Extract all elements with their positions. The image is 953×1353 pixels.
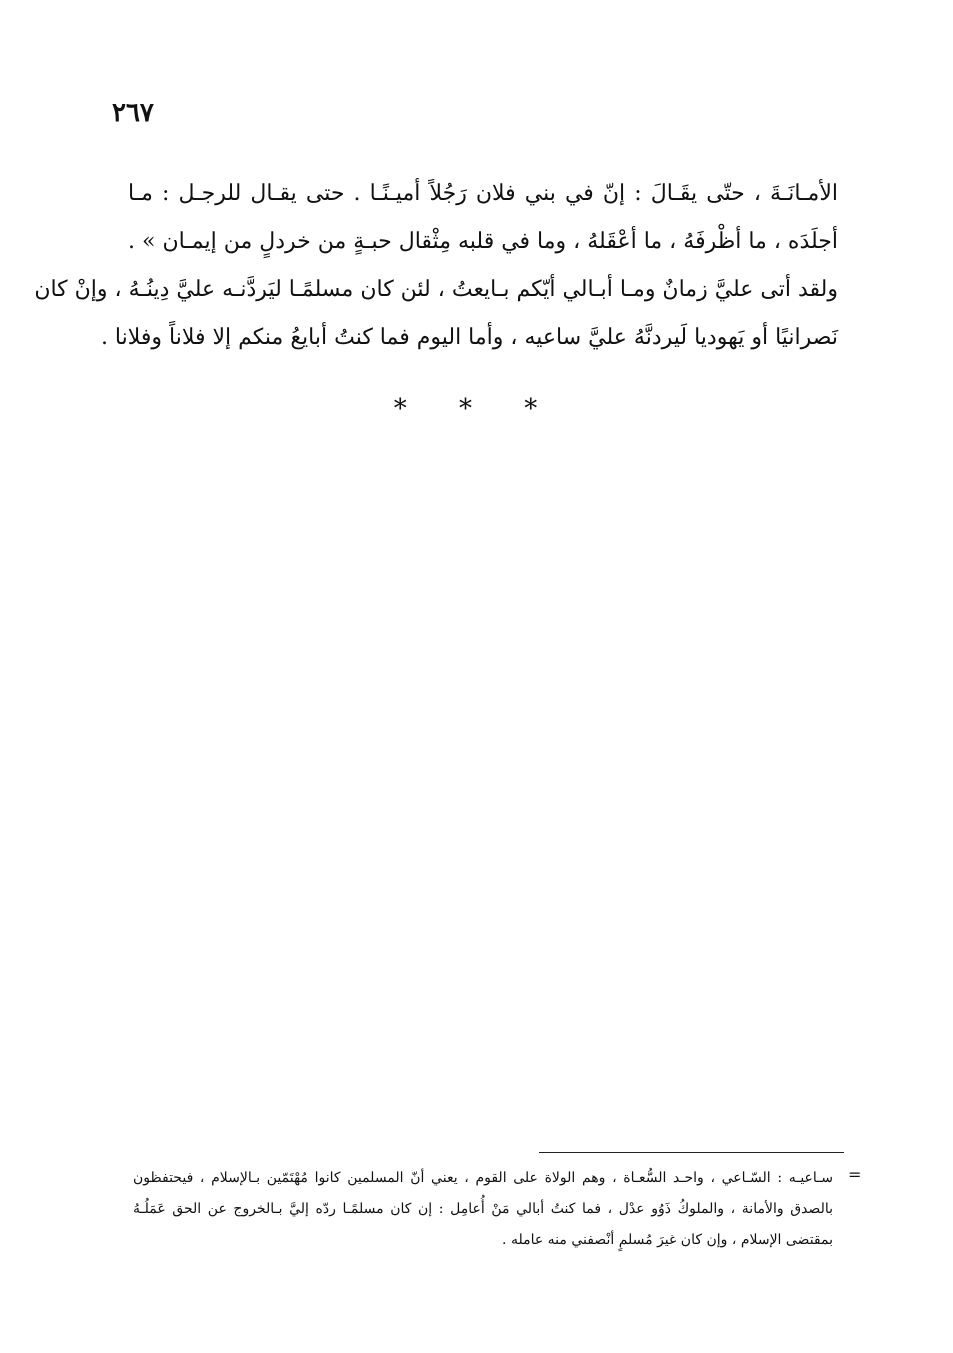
body-line: ولقد أتى عليَّ زمانٌ ومـا أبـالي أيّكم بـايعتُ ، لئن كان مسلمًـا ليَردَّنـه عليَّ دِينُـهُ ، وإنْ كان — [34, 277, 838, 302]
body-line: الأمـانَـةَ ، حتّى يقَـالَ : إنّ في بني فلان رَجُلاً أميـنًـا . حتى يقـال للرجـل : مـا — [128, 181, 838, 206]
footnote-line: بالصدق والأمانة ، والملوكُ ذَوُو عدْل ، فما كنتُ أبالي مَنْ أُعامِل : إن كان مسلمًـا ردّه إليَّ بـالخروج عن الحق عَمَلُـهُ — [133, 1201, 833, 1217]
footnote-divider — [539, 1152, 844, 1153]
footnote-continuation-marker: = — [848, 1165, 862, 1184]
main-text — [34, 170, 838, 362]
footnote-line: سـاعيـه : السّـاعي ، واحـد السُّعـاة ، وهم الولاة على القوم ، يعني أنّ المسلمين كانوا مُهْتَمّين بـالإسلام ، فيحتفظون — [133, 1170, 833, 1186]
body-line: أجلَدَه ، ما أظْرفَهُ ، ما أعْقَلهُ ، وما في قلبه مِثْقال حبـةٍ من خردلٍ من إيمـان » . — [128, 229, 838, 254]
page-number: ٢٦٧ — [112, 98, 154, 128]
footnote — [133, 1163, 833, 1256]
section-separator: * * * — [393, 394, 560, 424]
footnote-line: بمقتضى الإسلام ، وإن كان غيرَ مُسلمٍ أنْصفني منه عامله . — [502, 1232, 833, 1248]
body-line: نَصرانيًا أو يَهوديا لَيردنَّهُ عليَّ ساعيه ، وأما اليوم فما كنتُ أبايعُ منكم إلا فلاناً وفلانا . — [100, 325, 838, 350]
